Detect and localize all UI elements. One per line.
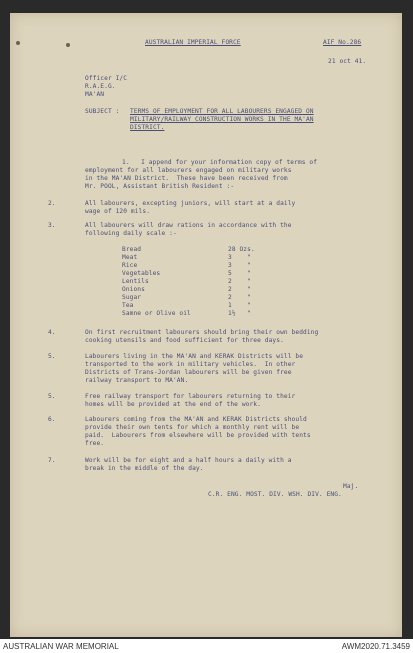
paragraph-line: All labourers, excepting juniors, will start at a daily (85, 200, 296, 207)
paragraph-line: homes will be provided at the end of the work. (85, 401, 261, 408)
ration-item: Lentils (122, 278, 149, 285)
paragraph-line: break in the middle of the day. (85, 465, 204, 472)
ration-item: Samne or Olive oil (122, 310, 191, 317)
subject-label: SUBJECT : (85, 108, 120, 115)
item-number: 5. (48, 353, 56, 360)
item-number: 3. (48, 222, 56, 229)
ration-item: Tea (122, 302, 134, 309)
paragraph-line: Labourers coming from the MA'AN and KERAK Districts should (85, 416, 307, 423)
archive-footer (0, 639, 413, 653)
ration-item: Bread (122, 246, 142, 253)
subject-line: DISTRICT. (130, 124, 165, 131)
paragraph-line: Labourers living in the MA'AN and KERAK Districts will be (85, 353, 304, 360)
ration-qty: 3 " (228, 254, 251, 261)
paragraph-line: Mr. POOL, Assistant British Resident :- (85, 183, 235, 190)
ration-item: Onions (122, 286, 145, 293)
signature-rank: Maj. (343, 483, 359, 490)
paragraph-line: transported to the work in military vehicles. In other (85, 361, 296, 368)
paragraph-line: provide their own tents for which a monthly rent will be (85, 424, 300, 431)
signature-block: C.R. ENG. MOST. DIV. WSH. DIV. ENG. (208, 491, 342, 498)
ration-item: Rice (122, 262, 138, 269)
paragraph-line: railway transport to MA'AN. (85, 377, 189, 384)
ration-qty: 1 " (228, 302, 251, 309)
paragraph-line: cooking utensils and food sufficient for three days. (85, 337, 284, 344)
paragraph-line: employment for all labourers engaged on military works (85, 167, 292, 174)
item-number: 4. (48, 329, 56, 336)
document-header-title: AUSTRALIAN IMPERIAL FORCE (145, 39, 241, 46)
ration-item: Sugar (122, 294, 142, 301)
item-number: 2. (48, 200, 56, 207)
ration-qty: 1½ " (228, 310, 251, 317)
paragraph-line: All labourers will draw rations in accordance with the (85, 222, 292, 229)
paragraph-line: Free railway transport for labourers returning to their (85, 393, 296, 400)
paragraph-line: wage of 120 mils. (85, 208, 151, 215)
reference-number: AIF No.286 (323, 39, 362, 46)
item-number: 5. (48, 393, 56, 400)
addressee-line: MA'AN (85, 91, 105, 98)
ration-qty: 2 " (228, 278, 251, 285)
paragraph-line: Work will be for eight and a half hours a daily with a (85, 457, 292, 464)
document-date: 21 oct 41. (328, 58, 367, 65)
subject-line: MILITARY/RAILWAY CONSTRUCTION WORKS IN THE MA'AN (130, 116, 314, 123)
item-number: 7. (48, 457, 56, 464)
punch-hole (16, 41, 20, 45)
subject-line: TERMS OF EMPLOYMENT FOR ALL LABOURERS ENGAGED ON (130, 108, 314, 115)
punch-hole (66, 43, 70, 47)
ration-qty: 5 " (228, 270, 251, 277)
paragraph-line: On first recruitment labourers should bring their own bedding (85, 329, 319, 336)
addressee-line: R.A.E.G. (85, 83, 116, 90)
archive-name: AUSTRALIAN WAR MEMORIAL (3, 642, 119, 651)
item-number: 6. (48, 416, 56, 423)
ration-qty: 2 " (228, 286, 251, 293)
ration-item: Meat (122, 254, 138, 261)
addressee-line: Officer I/C (85, 75, 128, 82)
paragraph-line: 1. I append for your information copy of terms of (122, 159, 318, 166)
paragraph-line: following daily scale :- (85, 230, 177, 237)
paragraph-line: Districts of Trans-Jordan labourers will be given free (85, 369, 292, 376)
ration-qty: 3 " (228, 262, 251, 269)
ration-item: Vegetables (122, 270, 161, 277)
ration-qty: 2 " (228, 294, 251, 301)
ration-qty: 28 Ozs. (228, 246, 255, 253)
document-page (10, 13, 402, 637)
paragraph-line: free. (85, 440, 105, 447)
paragraph-line: paid. Labourers from elsewhere will be provided with tents (85, 432, 311, 439)
archive-reference: AWM2020.71.3459 (341, 642, 410, 651)
paragraph-line: in the MA'AN District. These have been received from (85, 175, 288, 182)
